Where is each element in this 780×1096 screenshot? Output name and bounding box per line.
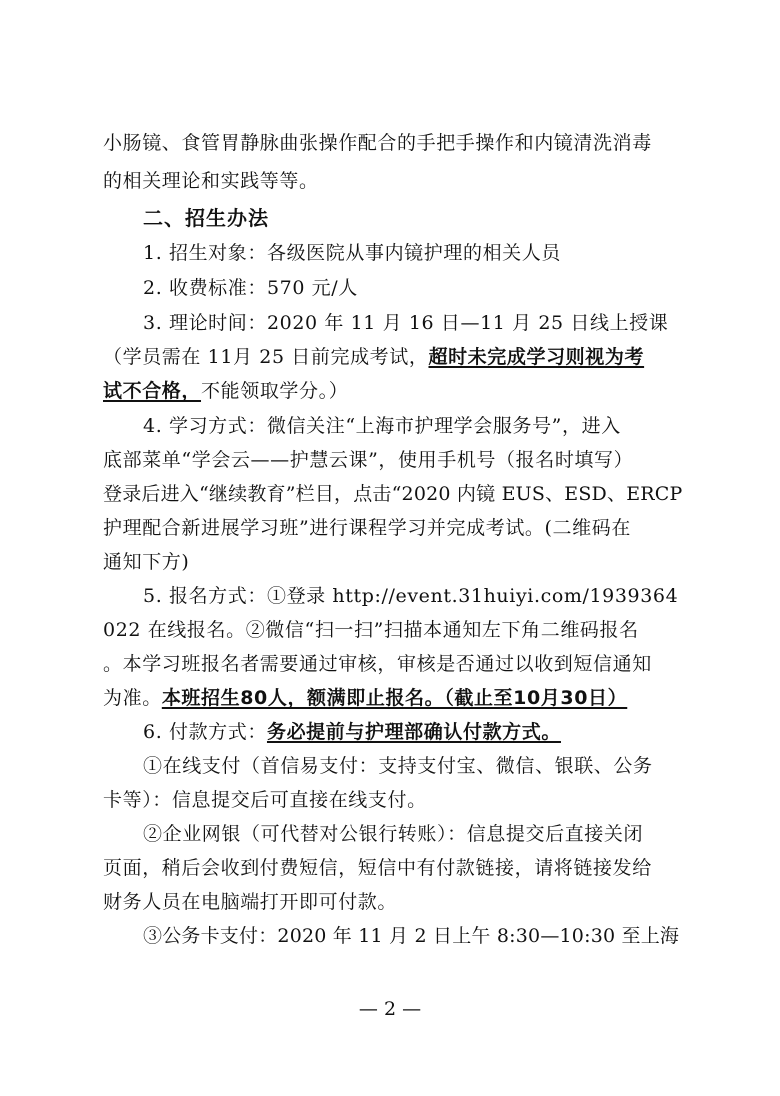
item-3-warning-part-2: 试不合格， bbox=[103, 380, 202, 402]
item-3-note: （学员需在 11月 25 日前完成考试， bbox=[103, 346, 429, 368]
item-4-line-3: 登录后进入“继续教育”栏目，点击“2020 内镜 EUS、ESD、ERCP bbox=[103, 483, 683, 505]
payment-option-1-line-1: ①在线支付（首信易支付：支持支付宝、微信、银联、公务 bbox=[143, 755, 653, 777]
item-6-line-1 bbox=[143, 719, 683, 745]
item-6-payment-warning: 务必提前与护理部确认付款方式。 bbox=[266, 721, 561, 743]
payment-option-2-line-1: ②企业网银（可代替对公银行转账）：信息提交后直接关闭 bbox=[143, 823, 644, 845]
item-3-warning-part-1: 超时未完成学习则视为考 bbox=[428, 346, 645, 368]
item-5-line-2: 022 在线报名。②微信“扫一扫”扫描本通知左下角二维码报名 bbox=[103, 619, 639, 641]
section-heading: 二、招生办法 bbox=[143, 206, 269, 230]
item-4-line-5: 通知下方) bbox=[103, 551, 190, 573]
item-4-line-2: 底部菜单“学会云——护慧云课”，使用手机号（报名时填写） bbox=[103, 449, 634, 471]
item-5-enrollment-limit: 本班招生80人，额满即止报名。（截止至10月30日） bbox=[161, 687, 628, 709]
page-number: — 2 — bbox=[358, 998, 422, 1020]
item-5-line-1: 5. 报名方式：①登录 http://event.31huiyi.com/1939364 bbox=[143, 585, 679, 607]
item-3-note-end: 不能领取学分。） bbox=[201, 380, 349, 402]
payment-option-3-line-1: ③公务卡支付：2020 年 11 月 2 日上午 8:30—10:30 至上海 bbox=[143, 925, 680, 947]
item-4-line-1: 4. 学习方式：微信关注“上海市护理学会服务号”，进入 bbox=[143, 415, 621, 437]
intro-line-2: 的相关理论和实践等等。 bbox=[103, 170, 319, 192]
item-2-fee: 2. 收费标准：570 元/人 bbox=[143, 277, 358, 299]
intro-line-1: 小肠镜、食管胃静脉曲张操作配合的手把手操作和内镜清洗消毒 bbox=[103, 132, 652, 154]
item-1-recruit-target: 1. 招生对象：各级医院从事内镜护理的相关人员 bbox=[143, 242, 561, 264]
payment-option-2-line-3: 财务人员在电脑端打开即可付款。 bbox=[103, 891, 398, 913]
item-3-line-2 bbox=[103, 344, 683, 370]
item-5-prefix: 为准。 bbox=[103, 687, 162, 709]
item-6-label: 6. 付款方式： bbox=[143, 721, 267, 743]
item-5-line-3: 。本学习班报名者需要通过审核，审核是否通过以收到短信通知 bbox=[103, 653, 652, 675]
item-3-line-1: 3. 理论时间：2020 年 11 月 16 日—11 月 25 日线上授课 bbox=[143, 312, 669, 334]
item-3-line-3 bbox=[103, 378, 683, 404]
payment-option-2-line-2: 页面，稍后会收到付费短信，短信中有付款链接，请将链接发给 bbox=[103, 857, 652, 879]
item-4-line-4: 护理配合新进展学习班”进行课程学习并完成考试。(二维码在 bbox=[103, 517, 631, 539]
payment-option-1-line-2: 卡等）：信息提交后可直接在线支付。 bbox=[103, 789, 427, 811]
item-5-line-4 bbox=[103, 685, 683, 711]
